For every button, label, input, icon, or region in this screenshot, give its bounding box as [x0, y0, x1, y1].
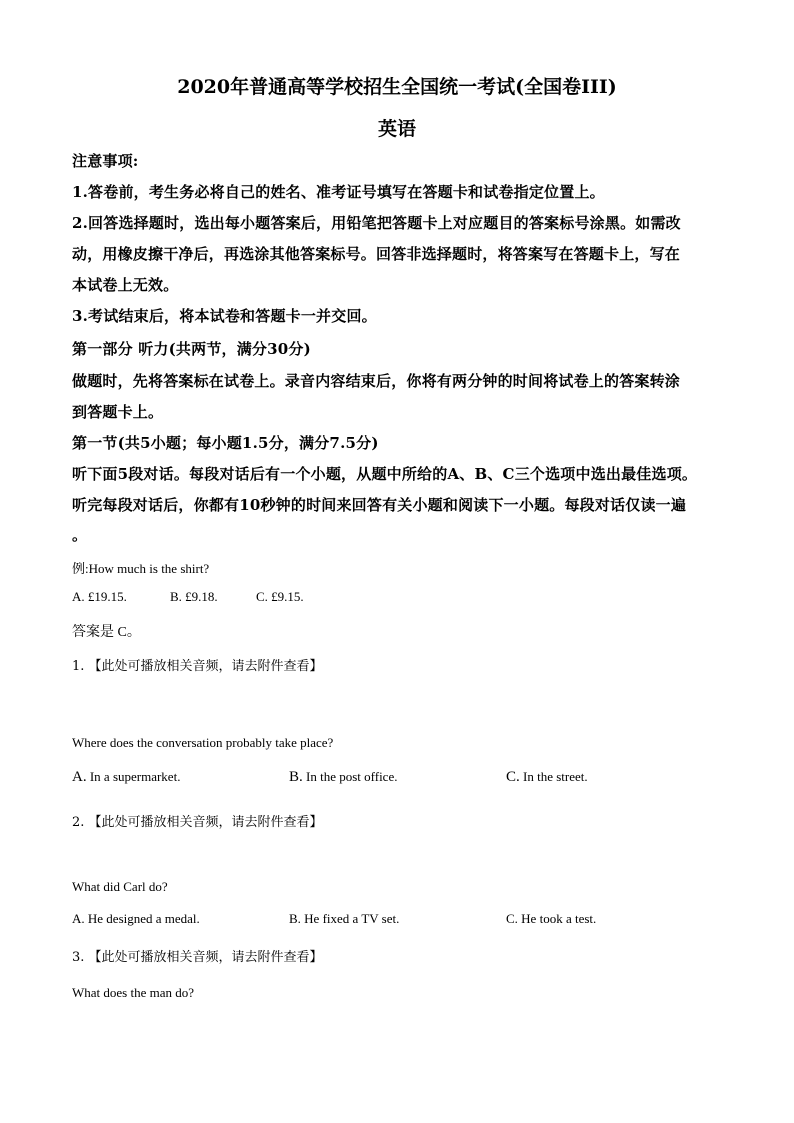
audio-note-2[interactable]: 2. 【此处可播放相关音频，请去附件查看】	[72, 815, 323, 830]
option-text: He fixed a TV set.	[300, 911, 400, 926]
option-letter: C.	[506, 769, 520, 785]
example-option-c: C. £9.15.	[256, 589, 304, 604]
notes-item-2-line-3: 本试卷上无效。	[72, 276, 179, 294]
option-text: He took a test.	[517, 911, 597, 926]
option-text: He designed a medal.	[84, 911, 200, 926]
question-2-option-c[interactable]	[506, 911, 596, 927]
option-text: In a supermarket.	[86, 769, 181, 784]
option-text: In the street.	[519, 769, 588, 784]
exam-title: 2020年普通高等学校招生全国统一考试(全国卷III)	[177, 76, 617, 98]
notes-item-1: 1.答卷前，考生务必将自己的姓名、准考证号填写在答题卡和试卷指定位置上。	[72, 183, 605, 201]
example-question: 例:How much is the shirt?	[72, 561, 210, 576]
question-1-option-a[interactable]	[72, 769, 180, 786]
notes-item-2-line-1: 2.回答选择题时，选出每小题答案后，用铅笔把答题卡上对应题目的答案标号涂黑。如需改	[72, 214, 681, 232]
question-1-text: Where does the conversation probably take place?	[72, 735, 334, 750]
question-2-option-a[interactable]	[72, 911, 200, 927]
option-letter: A.	[72, 911, 85, 926]
question-1-option-c[interactable]	[506, 769, 588, 786]
notes-heading: 注意事项:	[72, 152, 139, 170]
audio-note-3[interactable]: 3. 【此处可播放相关音频，请去附件查看】	[72, 950, 323, 965]
part1-instruction-line-1: 做题时，先将答案标在试卷上。录音内容结束后，你将有两分钟的时间将试卷上的答案转涂	[72, 372, 681, 390]
example-answer: 答案是 C。	[72, 625, 141, 640]
question-2-option-b[interactable]	[289, 911, 399, 927]
example-option-a: A. £19.15.	[72, 589, 127, 604]
section1-instruction-line-1: 听下面5段对话。每段对话后有一个小题，从题中所给的A、B、C三个选项中选出最佳选项。	[72, 465, 698, 483]
section1-instruction-line-3: 。	[72, 526, 88, 544]
option-letter: B.	[289, 769, 303, 785]
example-option-b: B. £9.18.	[170, 589, 218, 604]
section1-instruction-line-2: 听完每段对话后，你都有10秒钟的时间来回答有关小题和阅读下一小题。每段对话仅读一遍	[72, 496, 687, 514]
option-letter: B.	[289, 911, 301, 926]
notes-item-2-line-2: 动，用橡皮擦干净后，再选涂其他答案标号。回答非选择题时，将答案写在答题卡上，写在	[72, 245, 681, 263]
option-letter: C.	[506, 911, 518, 926]
option-text: In the post office.	[302, 769, 398, 784]
question-1-option-b[interactable]	[289, 769, 397, 786]
question-2-text: What did Carl do?	[72, 879, 168, 894]
part1-instruction-line-2: 到答题卡上。	[72, 403, 164, 421]
question-3-text: What does the man do?	[72, 985, 195, 1000]
section1-heading: 第一节(共5小题；每小题1.5分，满分7.5分)	[72, 434, 379, 452]
option-letter: A.	[72, 769, 87, 785]
part1-heading: 第一部分 听力(共两节，满分30分)	[72, 340, 311, 358]
audio-note-1[interactable]: 1. 【此处可播放相关音频，请去附件查看】	[72, 659, 323, 674]
notes-item-3: 3.考试结束后，将本试卷和答题卡一并交回。	[72, 307, 377, 325]
subject-title: 英语	[377, 118, 416, 140]
